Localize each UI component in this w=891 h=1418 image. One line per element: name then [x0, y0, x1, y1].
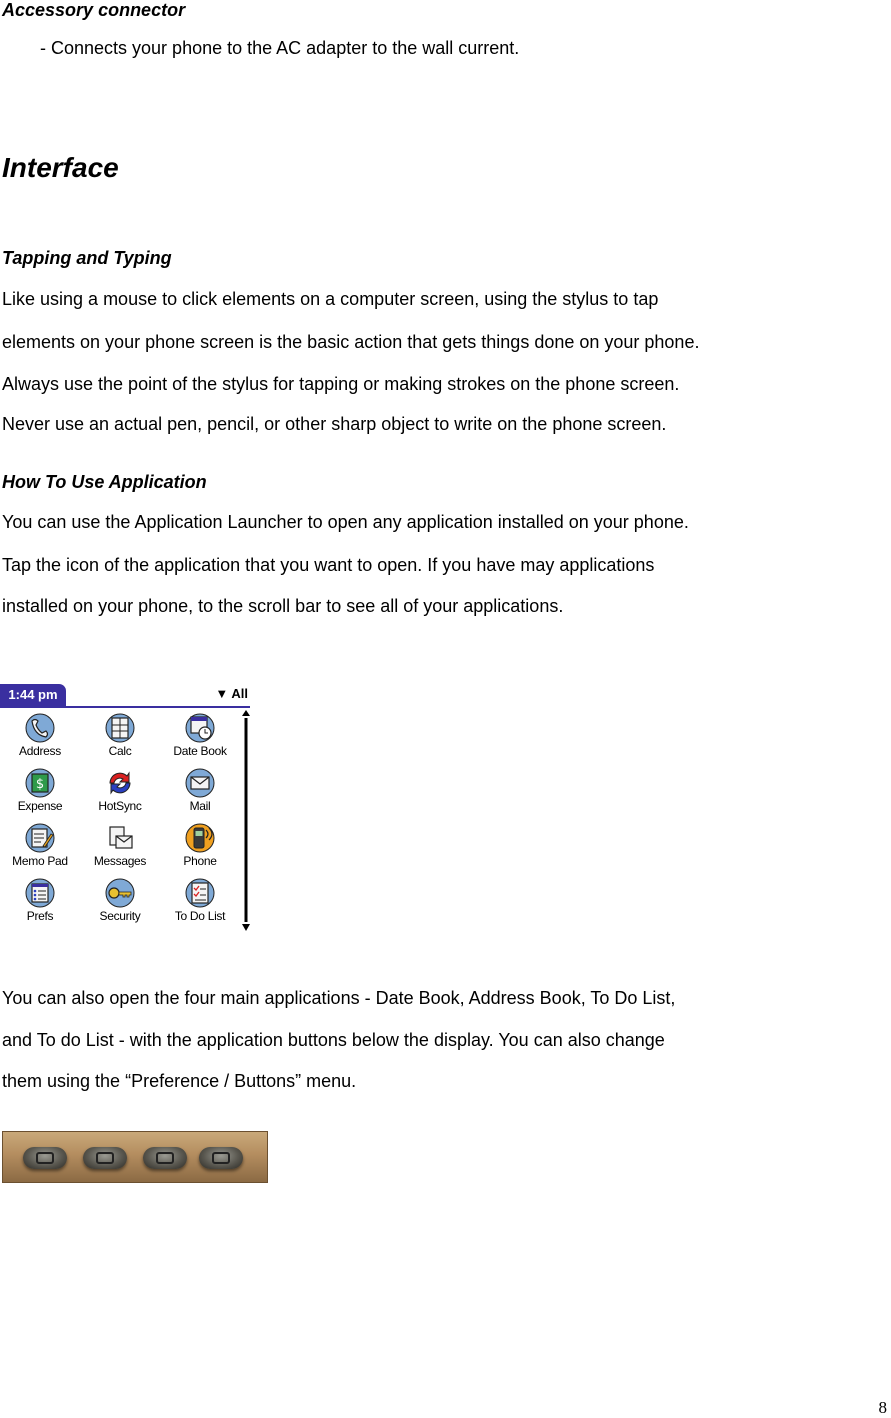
app-calc[interactable]: [80, 712, 160, 767]
scroll-thumb[interactable]: [245, 718, 248, 922]
scroll-up-arrow-icon[interactable]: [242, 710, 250, 716]
memopad-icon: [23, 822, 57, 854]
hardware-button-todo: [143, 1147, 187, 1169]
buttons-line: You can also open the four main applications - Date Book, Address Book, To Do List,: [2, 988, 676, 1008]
dropdown-triangle-icon: ▼: [215, 686, 229, 701]
phone-icon: [183, 822, 217, 854]
how-to-line: You can use the Application Launcher to open any application installed on your phone.: [2, 512, 689, 532]
expense-icon: [23, 767, 57, 799]
tapping-line: Always use the point of the stylus for tapping or making strokes on the phone screen.: [2, 374, 680, 394]
security-icon: [103, 877, 137, 909]
app-label: Memo Pad: [12, 854, 68, 868]
how-to-line: installed on your phone, to the scroll bar to see all of your applications.: [2, 596, 564, 616]
app-phone[interactable]: [160, 822, 240, 877]
launcher-scrollbar[interactable]: [242, 710, 250, 932]
app-address[interactable]: [0, 712, 80, 767]
app-hotsync[interactable]: [80, 767, 160, 822]
app-label: Prefs: [26, 909, 54, 923]
launcher-category-label: All: [231, 686, 248, 701]
launcher-clock: 1:44 pm: [0, 684, 66, 706]
how-to-heading: How To Use Application: [2, 472, 207, 492]
tapping-line: elements on your phone screen is the basic action that gets things done on your phone.: [2, 332, 700, 352]
page-number: 8: [878, 1398, 887, 1417]
app-expense[interactable]: [0, 767, 80, 822]
app-label: HotSync: [98, 799, 142, 813]
app-memo-pad[interactable]: [0, 822, 80, 877]
buttons-line: them using the “Preference / Buttons” menu.: [2, 1071, 357, 1091]
hardware-button-datebook: [23, 1147, 67, 1169]
tapping-line: Never use an actual pen, pencil, or other sharp object to write on the phone screen.: [2, 414, 667, 434]
app-label: Messages: [93, 854, 147, 868]
hardware-button-address: [83, 1147, 127, 1169]
messages-icon: [103, 822, 137, 854]
app-date-book[interactable]: [160, 712, 240, 767]
accessory-description: - Connects your phone to the AC adapter to the wall current.: [40, 38, 520, 58]
accessory-heading: Accessory connector: [2, 0, 186, 20]
launcher-title-bar: [0, 684, 250, 708]
application-launcher-screenshot: [0, 684, 252, 934]
app-label: Mail: [189, 799, 211, 813]
app-label: Expense: [17, 799, 63, 813]
tapping-heading: Tapping and Typing: [2, 248, 172, 268]
hardware-button-memo: [199, 1147, 243, 1169]
app-label: Calc: [108, 744, 132, 758]
app-label: Security: [99, 909, 141, 923]
calc-icon: [103, 712, 137, 744]
app-messages[interactable]: [80, 822, 160, 877]
application-buttons-photo: [2, 1131, 268, 1183]
launcher-category-picker[interactable]: [215, 686, 248, 701]
address-icon: [23, 712, 57, 744]
app-label: Date Book: [173, 744, 227, 758]
svg-text:$: $: [35, 777, 45, 792]
prefs-icon: [23, 877, 57, 909]
app-label: Address: [19, 744, 61, 758]
how-to-line: Tap the icon of the application that you want to open. If you have may applications: [2, 555, 655, 575]
app-mail[interactable]: [160, 767, 240, 822]
launcher-app-grid: [0, 712, 242, 932]
buttons-line: and To do List - with the application buttons below the display. You can also change: [2, 1030, 665, 1050]
app-to-do-list[interactable]: [160, 877, 240, 932]
app-prefs[interactable]: [0, 877, 80, 932]
app-label: To Do List: [174, 909, 226, 923]
mail-icon: [183, 767, 217, 799]
hotsync-icon: [103, 767, 137, 799]
tapping-line: Like using a mouse to click elements on a computer screen, using the stylus to tap: [2, 289, 659, 309]
app-label: Phone: [183, 854, 217, 868]
datebook-icon: [183, 712, 217, 744]
interface-heading: Interface: [2, 152, 119, 183]
todolist-icon: [183, 877, 217, 909]
scroll-down-arrow-icon[interactable]: [242, 924, 250, 931]
app-security[interactable]: [80, 877, 160, 932]
